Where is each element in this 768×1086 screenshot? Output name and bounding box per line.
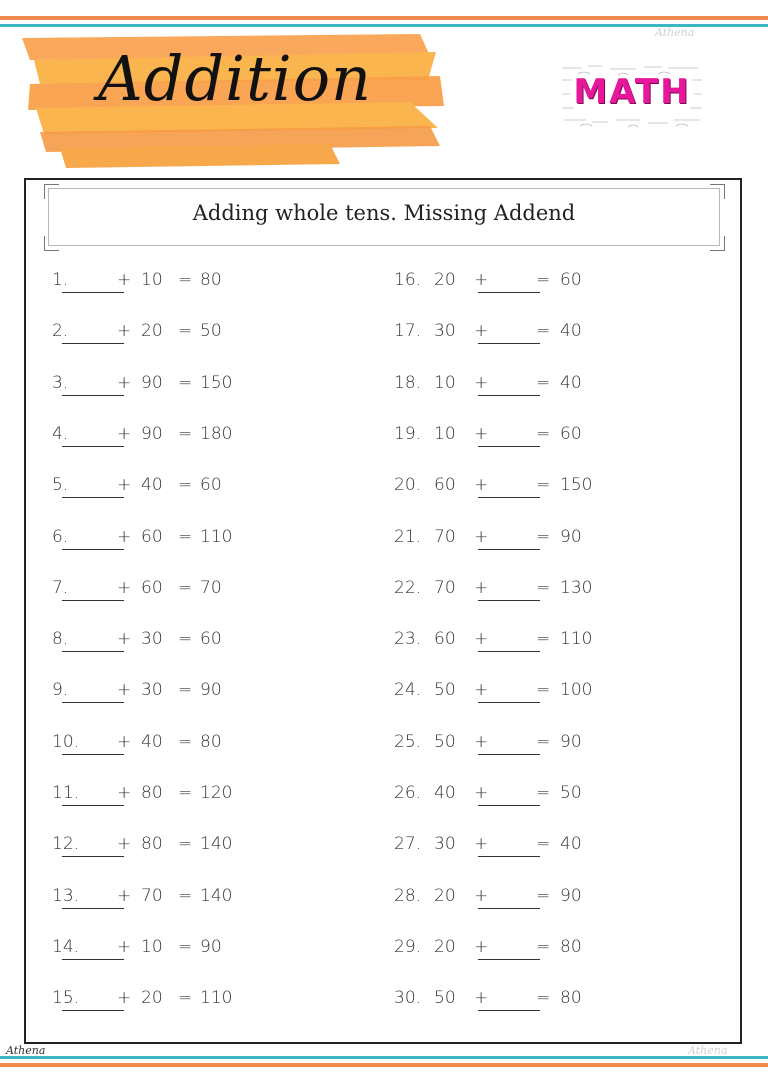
sum-value: 50 (560, 783, 582, 803)
worksheet-title: Addition (98, 42, 372, 115)
answer-blank[interactable] (62, 856, 124, 857)
answer-blank[interactable] (62, 549, 124, 550)
plus-sign: + (117, 783, 132, 803)
known-addend: 50 (434, 680, 456, 701)
faint-signature-bottom: Athena (688, 1044, 728, 1057)
problem-row (384, 732, 768, 772)
equals-sign: = (536, 834, 551, 855)
equals-sign: = (178, 629, 193, 650)
plus-sign: + (117, 885, 132, 906)
equals-sign: = (178, 988, 193, 1009)
problem-number: 11. (52, 783, 80, 803)
answer-blank[interactable] (478, 702, 540, 703)
known-addend: 40 (141, 475, 163, 496)
plus-sign: + (117, 475, 132, 496)
known-addend: 20 (434, 270, 456, 290)
plus-sign: + (117, 372, 132, 393)
problem-row (384, 475, 768, 515)
plus-sign: + (117, 526, 132, 547)
plus-sign: + (474, 475, 489, 496)
answer-blank[interactable] (478, 600, 540, 601)
problem-number: 7. (52, 577, 69, 598)
sum-value: 140 (200, 834, 233, 855)
sum-value: 40 (560, 372, 582, 393)
answer-blank[interactable] (62, 395, 124, 396)
plus-sign: + (474, 680, 489, 701)
answer-blank[interactable] (62, 600, 124, 601)
sum-value: 120 (200, 783, 233, 803)
answer-blank[interactable] (62, 1010, 124, 1011)
known-addend: 50 (434, 988, 456, 1009)
sum-value: 70 (200, 577, 222, 598)
plus-sign: + (474, 423, 489, 444)
problem-row (384, 578, 768, 618)
sum-value: 90 (200, 680, 222, 701)
problem-number: 18. (394, 372, 422, 393)
plus-sign: + (117, 577, 132, 598)
problem-row (384, 680, 768, 720)
sum-value: 150 (200, 372, 233, 393)
problem-number: 2. (52, 321, 69, 342)
problem-number: 29. (394, 936, 422, 957)
problem-number: 10. (52, 731, 80, 752)
equals-sign: = (178, 936, 193, 957)
problem-number: 17. (394, 321, 422, 342)
plus-sign: + (474, 783, 489, 803)
answer-blank[interactable] (62, 959, 124, 960)
sum-value: 130 (560, 577, 593, 598)
known-addend: 60 (434, 629, 456, 650)
equals-sign: = (536, 372, 551, 393)
problem-row (384, 783, 768, 823)
problem-number: 24. (394, 680, 422, 701)
equals-sign: = (536, 526, 551, 547)
equals-sign: = (536, 270, 551, 290)
equals-sign: = (536, 475, 551, 496)
problem-number: 22. (394, 577, 422, 598)
sum-value: 60 (200, 475, 222, 496)
sum-value: 40 (560, 834, 582, 855)
problem-row (384, 834, 768, 874)
problem-number: 19. (394, 423, 422, 444)
problem-row (384, 270, 768, 310)
known-addend: 20 (141, 321, 163, 342)
problem-row (0, 475, 384, 515)
known-addend: 60 (141, 577, 163, 598)
equals-sign: = (536, 423, 551, 444)
known-addend: 70 (434, 526, 456, 547)
problem-row (384, 629, 768, 669)
problem-number: 28. (394, 885, 422, 906)
plus-sign: + (117, 423, 132, 444)
sum-value: 90 (200, 936, 222, 957)
problem-number: 1. (52, 270, 69, 290)
answer-blank[interactable] (478, 856, 540, 857)
answer-blank[interactable] (478, 446, 540, 447)
answer-blank[interactable] (62, 292, 124, 293)
problem-number: 13. (52, 885, 80, 906)
plus-sign: + (474, 526, 489, 547)
known-addend: 90 (141, 423, 163, 444)
plus-sign: + (117, 731, 132, 752)
sum-value: 80 (200, 270, 222, 290)
equals-sign: = (178, 731, 193, 752)
equals-sign: = (536, 988, 551, 1009)
known-addend: 80 (141, 783, 163, 803)
plus-sign: + (117, 680, 132, 701)
equals-sign: = (536, 783, 551, 803)
math-logo: MATH (573, 72, 691, 112)
equals-sign: = (178, 834, 193, 855)
answer-blank[interactable] (478, 651, 540, 652)
plus-sign: + (474, 885, 489, 906)
corner-ornament (44, 236, 59, 251)
known-addend: 30 (141, 629, 163, 650)
sum-value: 110 (560, 629, 593, 650)
top-stripe-teal (0, 24, 768, 27)
plus-sign: + (117, 321, 132, 342)
answer-blank[interactable] (478, 343, 540, 344)
known-addend: 30 (141, 680, 163, 701)
problem-number: 27. (394, 834, 422, 855)
sum-value: 180 (200, 423, 233, 444)
sum-value: 150 (560, 475, 593, 496)
plus-sign: + (117, 988, 132, 1009)
problem-row (384, 988, 768, 1028)
sum-value: 110 (200, 526, 233, 547)
problem-row (0, 321, 384, 361)
known-addend: 70 (141, 885, 163, 906)
equals-sign: = (178, 680, 193, 701)
answer-blank[interactable] (478, 292, 540, 293)
corner-ornament (710, 236, 725, 251)
problem-row (384, 937, 768, 977)
problem-number: 4. (52, 423, 69, 444)
problem-row (0, 373, 384, 413)
known-addend: 60 (434, 475, 456, 496)
equals-sign: = (536, 885, 551, 906)
known-addend: 80 (141, 834, 163, 855)
sum-value: 140 (200, 885, 233, 906)
equals-sign: = (536, 680, 551, 701)
answer-blank[interactable] (478, 754, 540, 755)
plus-sign: + (474, 321, 489, 342)
answer-blank[interactable] (62, 651, 124, 652)
plus-sign: + (474, 270, 489, 290)
equals-sign: = (178, 526, 193, 547)
problem-number: 26. (394, 783, 422, 803)
problem-row (0, 937, 384, 977)
problem-row (0, 834, 384, 874)
known-addend: 20 (141, 988, 163, 1009)
known-addend: 60 (141, 526, 163, 547)
problem-row (384, 527, 768, 567)
answer-blank[interactable] (62, 702, 124, 703)
equals-sign: = (178, 475, 193, 496)
equals-sign: = (178, 321, 193, 342)
problem-row (0, 783, 384, 823)
answer-blank[interactable] (478, 805, 540, 806)
sum-value: 60 (560, 423, 582, 444)
answer-blank[interactable] (478, 497, 540, 498)
known-addend: 50 (434, 731, 456, 752)
known-addend: 40 (434, 783, 456, 803)
problem-row (0, 732, 384, 772)
plus-sign: + (474, 629, 489, 650)
equals-sign: = (536, 936, 551, 957)
problem-number: 30. (394, 988, 422, 1009)
sum-value: 90 (560, 526, 582, 547)
answer-blank[interactable] (62, 908, 124, 909)
bottom-stripe-orange (0, 1063, 768, 1067)
sum-value: 80 (560, 988, 582, 1009)
sum-value: 80 (560, 936, 582, 957)
problem-number: 23. (394, 629, 422, 650)
plus-sign: + (117, 936, 132, 957)
equals-sign: = (536, 731, 551, 752)
problem-row (384, 373, 768, 413)
problem-number: 9. (52, 680, 69, 701)
problem-number: 21. (394, 526, 422, 547)
plus-sign: + (474, 731, 489, 752)
equals-sign: = (178, 372, 193, 393)
problem-row (0, 629, 384, 669)
plus-sign: + (117, 629, 132, 650)
problem-number: 16. (394, 270, 422, 290)
plus-sign: + (117, 270, 132, 290)
problem-row (0, 680, 384, 720)
known-addend: 10 (434, 423, 456, 444)
sum-value: 40 (560, 321, 582, 342)
known-addend: 10 (141, 270, 163, 290)
equals-sign: = (536, 577, 551, 598)
plus-sign: + (474, 936, 489, 957)
sum-value: 100 (560, 680, 593, 701)
known-addend: 10 (434, 372, 456, 393)
problem-number: 15. (52, 988, 80, 1009)
answer-blank[interactable] (62, 497, 124, 498)
known-addend: 20 (434, 936, 456, 957)
problem-number: 6. (52, 526, 69, 547)
known-addend: 90 (141, 372, 163, 393)
equals-sign: = (536, 629, 551, 650)
problem-number: 12. (52, 834, 80, 855)
answer-blank[interactable] (478, 908, 540, 909)
known-addend: 70 (434, 577, 456, 598)
sum-value: 50 (200, 321, 222, 342)
problem-row (384, 886, 768, 926)
sum-value: 80 (200, 731, 222, 752)
answer-blank[interactable] (62, 446, 124, 447)
problem-number: 14. (52, 936, 80, 957)
answer-blank[interactable] (478, 549, 540, 550)
answer-blank[interactable] (62, 343, 124, 344)
problem-number: 5. (52, 475, 69, 496)
known-addend: 10 (141, 936, 163, 957)
sum-value: 110 (200, 988, 233, 1009)
known-addend: 40 (141, 731, 163, 752)
answer-blank[interactable] (478, 395, 540, 396)
sum-value: 60 (560, 270, 582, 290)
answer-blank[interactable] (62, 805, 124, 806)
answer-blank[interactable] (62, 754, 124, 755)
sum-value: 90 (560, 731, 582, 752)
sum-value: 90 (560, 885, 582, 906)
plus-sign: + (474, 988, 489, 1009)
known-addend: 30 (434, 834, 456, 855)
known-addend: 30 (434, 321, 456, 342)
problem-number: 3. (52, 372, 69, 393)
plus-sign: + (474, 372, 489, 393)
problem-row (0, 270, 384, 310)
plus-sign: + (474, 577, 489, 598)
problem-row (384, 424, 768, 464)
problem-row (0, 527, 384, 567)
equals-sign: = (178, 577, 193, 598)
problem-row (0, 988, 384, 1028)
plus-sign: + (474, 834, 489, 855)
problem-row (0, 424, 384, 464)
plus-sign: + (117, 834, 132, 855)
top-stripe-orange (0, 16, 768, 20)
problem-number: 25. (394, 731, 422, 752)
answer-blank[interactable] (478, 1010, 540, 1011)
problem-row (0, 578, 384, 618)
equals-sign: = (178, 270, 193, 290)
faint-signature-top: Athena (655, 26, 695, 39)
bottom-stripe-teal (0, 1056, 768, 1059)
equals-sign: = (536, 321, 551, 342)
sum-value: 60 (200, 629, 222, 650)
author-signature: Athena (6, 1044, 46, 1057)
equals-sign: = (178, 423, 193, 444)
known-addend: 20 (434, 885, 456, 906)
problem-number: 8. (52, 629, 69, 650)
worksheet-heading: Adding whole tens. Missing Addend (192, 201, 576, 225)
problem-row (0, 886, 384, 926)
answer-blank[interactable] (478, 959, 540, 960)
problem-row (384, 321, 768, 361)
problem-number: 20. (394, 475, 422, 496)
equals-sign: = (178, 783, 193, 803)
equals-sign: = (178, 885, 193, 906)
